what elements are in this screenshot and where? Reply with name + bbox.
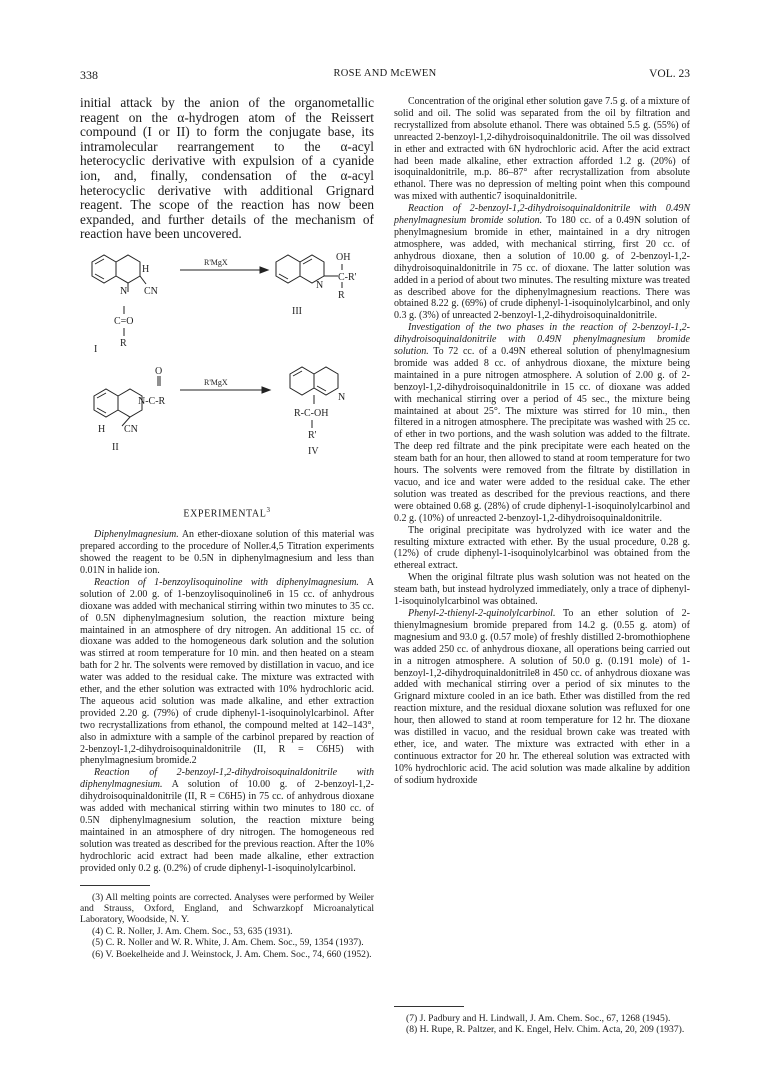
label-compound-iv: IV [308,445,319,457]
paragraph-phenylmagnesium-bromide [394,203,690,322]
volume-label: VOL. 23 [649,68,690,80]
footnote-3: (3) All melting points are corrected. Analyses were performed by Weiler and Strauss, Oxford, England, and Schwarzkopf Microanalytical Laboratory, Woodside, N. Y. [80,891,374,926]
atom-oh-iii: OH [336,251,351,263]
compound-iii-structure [276,255,342,288]
reaction-scheme [80,248,374,496]
paragraph-original-filtrate: When the original filtrate plus wash solution was not heated on the steam bath, but instead hydrolyzed immediately, only a trace of diphenyl-1-isoquinolylcarbinol was obtained. [394,572,690,608]
atom-roh-iv: R-C-OH [294,407,329,419]
paragraph-title: Reaction of 2-benzoyl-1,2-dihydroisoquinaldonitrile with diphenylmagnesium. [80,767,374,791]
right-footnotes [394,1006,690,1036]
atom-r-i: R [120,337,127,349]
paragraph-concentration: Concentration of the original ether solution gave 7.5 g. of a mixture of solid and oil. The solid was separated from the oil by filtration and recrystallized from absolute ethanol. There was obtained 5.5 g. (55%) of unreacted 2-benzoyl-1,2-dihydroisoquinaldonitrile. The oil was dissolved in ether and extracted with 6N hydrochloric acid. After the acid extract had been made alkaline, ether extraction afforded 1.2 g. (20%) of isoquinaldonitrile, m.p. 86–87° after recrystallization from absolute ethanol. There was no depression of melting point when this compound was mixed with authentic7 isoquinaldonitrile. [394,96,690,203]
right-column [394,96,690,787]
arrow-top-head [260,267,268,273]
left-column [80,96,374,960]
atom-cn-ii: CN [124,423,138,435]
atom-rp-iv: R' [308,429,317,441]
footnote-4: (4) C. R. Noller, J. Am. Chem. Soc., 53, 635 (1931). [92,925,293,937]
footnote-7: (7) J. Padbury and H. Lindwall, J. Am. Chem. Soc., 67, 1268 (1945). [406,1013,671,1024]
atom-o-ii: O [155,365,163,377]
atom-r-iii: R [338,289,345,301]
atom-h-i: H [142,263,150,275]
paragraph-thienyl-carbinol [394,608,690,787]
atom-n-iv: N [338,391,346,403]
experimental-heading-sup: 3 [266,505,271,514]
label-compound-iii: III [292,305,302,317]
atom-h-ii: H [98,423,106,435]
paragraph-reaction-2-benzoyl [80,767,374,874]
paragraph-title: Reaction of 1-benzoylisoquinoline with diphenylmagnesium. [94,576,359,588]
reagent-bottom: R'MgX [204,377,228,387]
footnote-rule [80,885,150,886]
paragraph-two-phases [394,322,690,524]
atom-n-i: N [120,285,128,297]
label-compound-i: I [94,343,98,355]
paragraph-title: Investigation of the two phases in the reaction of 2-benzoyl-1,2-dihydroisoquinaldonitrile with 0.49N phenylmagnesium bromide solution. [394,322,690,358]
paragraph-body: To 180 cc. of a 0.49N solution of phenylmagnesium bromide in ether, maintained in a dry nitrogen atmosphere, was added, with mechanical stirring, first 20 cc. of anhydrous dioxane, then a solution of 10.00 g. of 2-benzoyl-1,2-dihydroisoquinaldonitrile in 75 cc. of dioxane. The latter solution was added in a period of about two minutes. The resulting mixture was treated as described above for the diphenylmagnesium reactions. There was obtained 8.22 g. (69%) of crude diphenyl-1-isoquinolylcarbinol, and only 0.3 g. (3%) of unreacted 2-benzoyl-1,2-dihydroisoquinaldonitrile. [394,215,690,322]
reagent-top: R'MgX [204,257,228,267]
paragraph-reaction-1-benzoylisoquinoline [80,577,374,768]
arrow-bottom-head [262,387,270,393]
label-compound-ii: II [112,441,119,453]
paragraph-body: A solution of 10.00 g. of 2-benzoyl-1,2-dihydroisoquinaldonitrile (II, R = C6H5) in 75 cc. of anhydrous dioxane was added with mechanical stirring within two minutes to 180 cc. of 0.5N diphenylmagnesium solution, the reaction mixture being maintained in an atmosphere of dry nitrogen. The homogeneous red solution was treated as described for the previous reaction. After the 10% hydrochloric acid extract had been made alkaline, ether extraction provided only 0.2 g. (0.2%) of crude diphenyl-1-isoquinolylcarbinol. [80,779,375,874]
paragraph-body: An ether-dioxane solution of this material was prepared according to the procedure of Noller.4,5 Titration experiments showed the reagent to be 0.5N in diphenylmagnesium and less than 0.01N in halide ion. [80,529,374,576]
page-header [80,68,690,84]
atom-n-iii: N [316,279,324,291]
paragraph-title: Diphenylmagnesium. [94,529,179,541]
reaction-scheme-figure [80,248,374,496]
paragraph-title: Phenyl-2-thienyl-2-quinolylcarbinol. [408,607,556,619]
paragraph-diphenylmagnesium [80,529,374,577]
experimental-heading-text: EXPERIMENTAL [183,508,267,520]
atom-co-i: C=O [114,315,134,327]
footnote-5: (5) C. R. Noller and W. R. White, J. Am. Chem. Soc., 59, 1354 (1937). [92,937,364,949]
atom-c-iii: C-R' [338,271,357,283]
paragraph-title: Reaction of 2-benzoyl-1,2-dihydroisoquinaldonitrile with 0.49N phenylmagnesium bromide solution. [394,203,690,227]
paragraph-body: To 72 cc. of a 0.49N ethereal solution of phenylmagnesium bromide was added 8 cc. of anhydrous dioxane, the mixture being maintained in a pure nitrogen atmosphere. A solution of 2.00 g. of 2-benzoyl-1,2-dihydroisoquinaldonitrile in 15 cc. of dioxane was added with mechanical stirring over a period of 45 sec., the mixture being maintained at about 25°. The mixture was stirred for 10 min., then filtered in a nitrogen atmosphere. The precipitate was washed with 25 cc. of ether in two portions, and the wash solution was added to the filtrate. The deep red filtrate and the pink precipitate were each heated on the steam bath for an hour, then allowed to stand at room temperature for two hours. The solvents were removed from the filtrate by distillation in vacuo, and ice and water were added to the residual cake. The ether solution was treated as described for the previous reactions, and there were obtained 0.68 g. (28%) of crude diphenyl-1-isoquinolylcarbinol and 0.2 g. (10%) of unreacted 2-benzoyl-1,2-dihydroisoquinaldonitrile. [394,346,690,524]
intro-paragraph: initial attack by the anion of the organometallic reagent on the α-hydrogen atom of the Reissert compound (I or II) to form the conjugate base, its intramolecular rearrangement to the α-acyl heterocyclic derivative with expulsion of a cyanide ion, and, finally, condensation of the α-acyl heterocyclic derivative with additional Grignard reagent. The scope of the reaction has now been expanded, and further details of the mechanism of reaction have been uncovered. [80,95,374,242]
atom-ncr-ii: N-C-R [138,395,166,407]
footnote-6: (6) V. Boekelheide and J. Weinstock, J. Am. Chem. Soc., 74, 660 (1952). [92,948,372,960]
footnote-8: (8) H. Rupe, R. Paltzer, and K. Engel, Helv. Chim. Acta, 20, 209 (1937). [406,1024,685,1036]
paragraph-original-precipitate: The original precipitate was hydrolyzed with ice water and the resulting mixture extracted with ether. By the usual procedure, 0.28 g. (12%) of crude diphenyl-1-isoquinolylcarbinol was obtained from the ethereal extract. [394,524,690,572]
atom-cn-i: CN [144,285,158,297]
footnote-rule-right [394,1006,464,1007]
page-number: 338 [80,68,98,82]
running-head: ROSE AND McEWEN [333,68,437,79]
paragraph-body: A solution of 2.00 g. of 1-benzoylisoquinoline6 in 15 cc. of anhydrous dioxane was added with mechanical stirring within two minutes to 35 cc. of 0.5N diphenylmagnesium solution, the reaction mixture being maintained in an atmosphere of dry nitrogen. An additional 15 cc. of dioxane was added to the homogeneous dark solution and the solution was stirred at room temperature for 10 min. and then heated on a steam bath for 2 hr. The solvents were removed by distillation in vacuo, and ice water was added to the residual cake. The mixture was extracted with ether, and the ether solution was extracted with 10% hydrochloric acid. The aqueous acid solution was made alkaline, and ether extraction provided 2.20 g. (79%) of crude diphenyl-1-isoquinolylcarbinol. After two recrystallizations from ethanol, the compound melted at 142–143°, also in admixture with a sample of the carbinol prepared by reaction of 2-benzoyl-1,2-dihydroisoquinaldonitrile (II, R = C6H5) with phenylmagnesium bromide.2 [80,576,374,767]
paragraph-body: To an ether solution of 2-thienylmagnesium bromide prepared from 14.2 g. (0.55 g. atom) of magnesium and 93.0 g. (0.57 mole) of freshly distilled 2-bromothiophene was added 250 cc. of anhydrous dioxane, all operations being carried out in a nitrogen atmosphere. A solution of 50.0 g. (0.191 mole) of 1-benzoyl-1,2-dihydroquinaldonitrile8 in 450 cc. of anhydrous dioxane was added with mechanical stirring over a period of six minutes to the Grignard mixture cooled in an ice bath. Ether was distilled from the red reaction mixture, and the residual dioxane solution was refluxed for one hour, then allowed to stand at room temperature for 12 hr. The dioxane was distilled in vacuo, and the residual brown cake was treated with ether, ice, and water. The mixture was extracted with ether in a continuous extractor for 20 hr. The ethereal solution was extracted with 10% hydrochloric acid. The acid solution was made alkaline by addition of sodium hydroxide [394,607,690,786]
experimental-heading [80,506,374,519]
